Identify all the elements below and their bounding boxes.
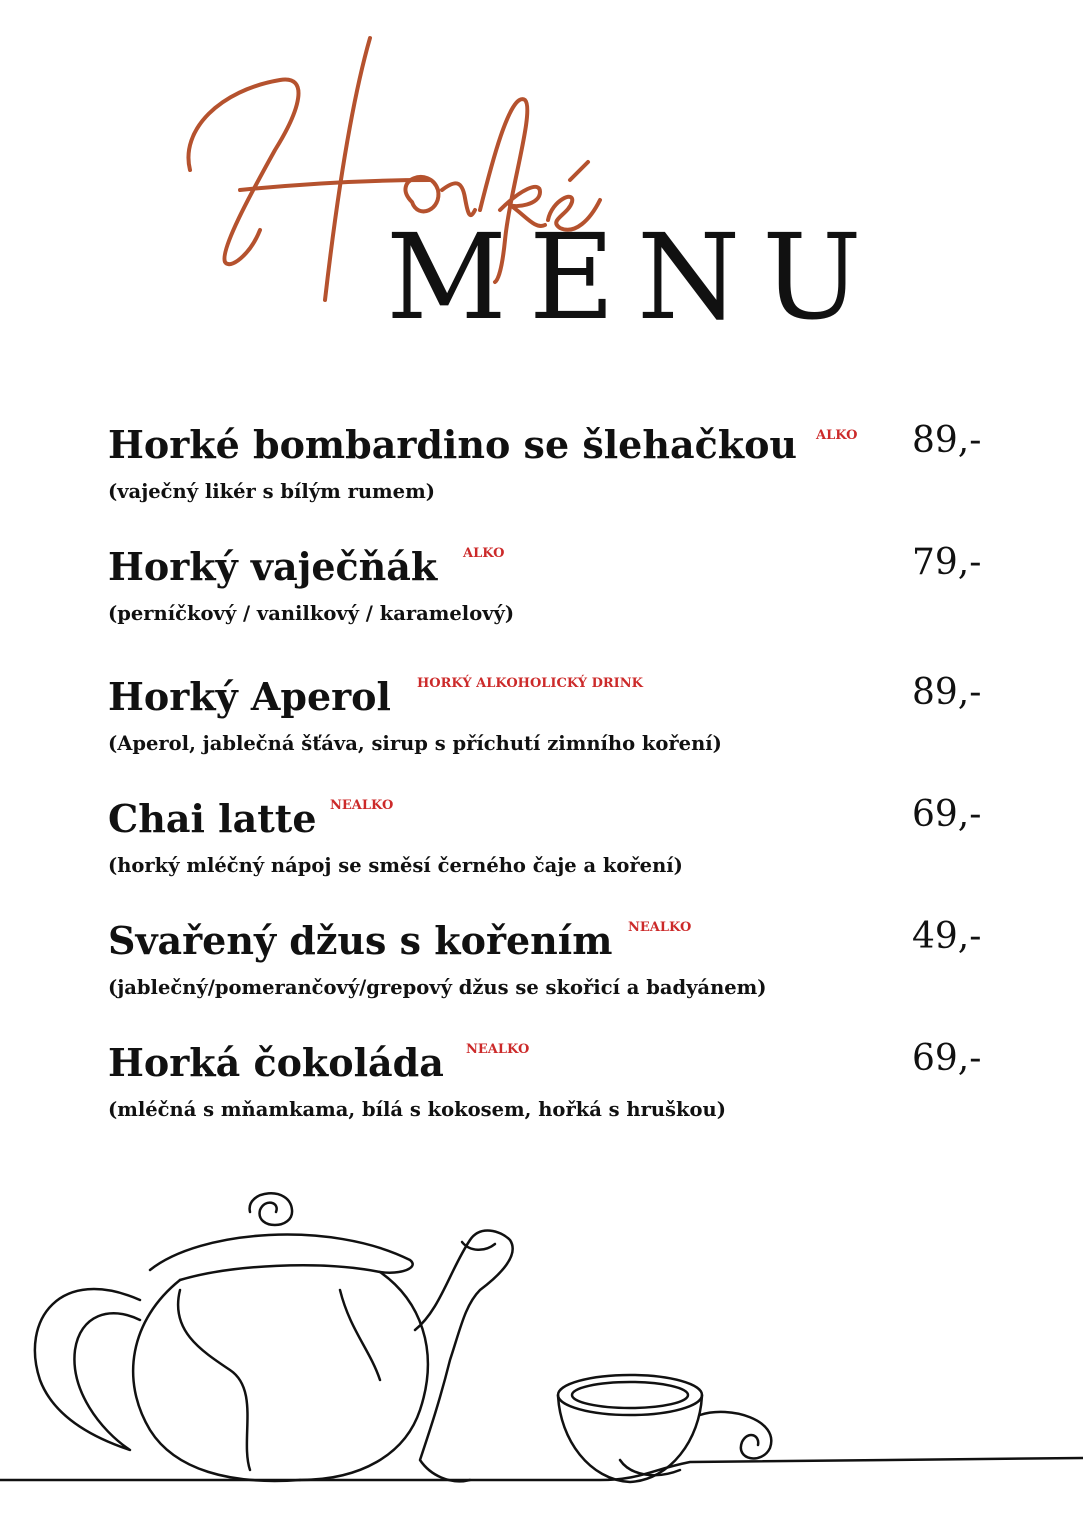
teapot-icon bbox=[35, 1193, 513, 1481]
menu-item bbox=[108, 794, 1008, 904]
item-name: Svařený džus s kořením bbox=[108, 918, 613, 963]
item-description: (jablečný/pomerančový/grepový džus se skořicí a badyánem) bbox=[108, 976, 767, 999]
teacup-icon bbox=[558, 1375, 771, 1482]
item-description: (vaječný likér s bílým rumem) bbox=[108, 480, 435, 503]
item-description: (horký mléčný nápoj se směsí černého čaje a koření) bbox=[108, 854, 683, 877]
menu-item bbox=[108, 916, 1008, 1026]
menu-item bbox=[108, 420, 1008, 530]
item-name: Horký Aperol bbox=[108, 674, 391, 719]
item-name: Horký vaječňák bbox=[108, 544, 438, 589]
table-line bbox=[0, 1458, 1083, 1480]
item-name: Chai latte bbox=[108, 796, 317, 841]
item-description: (Aperol, jablečná šťáva, sirup s příchutí zimního koření) bbox=[108, 732, 722, 755]
item-name: Horká čokoláda bbox=[108, 1040, 444, 1085]
menu-item bbox=[108, 672, 1008, 782]
teapot-and-cup-illustration bbox=[0, 1180, 1083, 1536]
item-tag: ALKO bbox=[463, 546, 505, 561]
item-price: 89,- bbox=[912, 672, 982, 713]
menu-item bbox=[108, 1038, 1008, 1148]
item-tag: NEALKO bbox=[466, 1042, 530, 1057]
item-tag: ALKO bbox=[816, 428, 858, 443]
item-name: Horké bombardino se šlehačkou bbox=[108, 422, 798, 467]
item-tag: NEALKO bbox=[330, 798, 394, 813]
item-price: 79,- bbox=[912, 542, 982, 583]
item-price: 69,- bbox=[912, 794, 982, 835]
item-description: (perníčkový / vanilkový / karamelový) bbox=[108, 602, 515, 625]
menu-heading: MENU bbox=[386, 208, 884, 346]
item-price: 69,- bbox=[912, 1038, 982, 1079]
item-tag: HORKÝ ALKOHOLICKÝ DRINK bbox=[417, 676, 643, 691]
item-tag: NEALKO bbox=[628, 920, 692, 935]
item-price: 49,- bbox=[912, 916, 982, 957]
menu-item bbox=[108, 542, 1008, 652]
item-price: 89,- bbox=[912, 420, 982, 461]
item-description: (mléčná s mňamkama, bílá s kokosem, hořká s hruškou) bbox=[108, 1098, 726, 1121]
